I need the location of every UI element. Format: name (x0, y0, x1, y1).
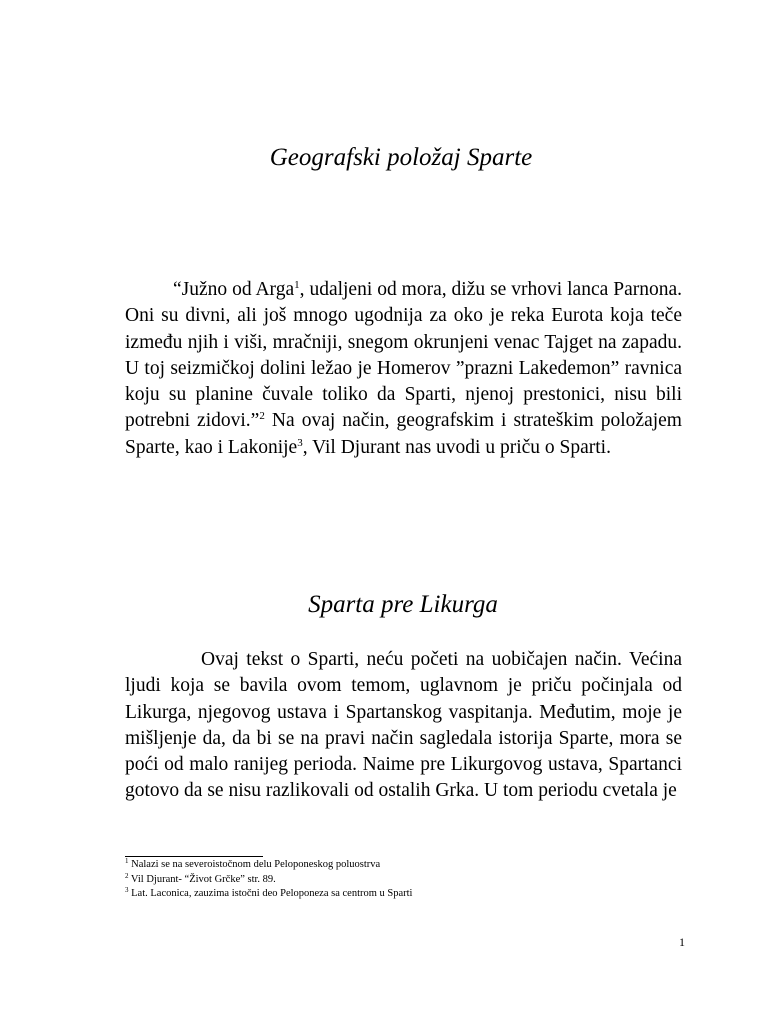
body-paragraph: Ovaj tekst o Sparti, neću početi na uobičajen način. Većina ljudi koja se bavila ovom temom, uglavnom je priču počinjala od Likurga, njegovog ustava i Spartanskog vaspitanja. Međutim, moje je mišljenje da, da bi se na pravi način sagledala istorija Sparte, mora se poći od malo ranijeg perioda. Naime pre Likurgovog ustava, Spartanci gotovo da se nisu razlikovali od ostalih Grka. U tom periodu cvetala je (125, 649, 682, 802)
footnote-ref-2[interactable]: 2 (259, 410, 265, 423)
intro-text-part-3: Na ovaj način, geografskim i strateškim položajem Sparte, kao i Lakonije (125, 410, 682, 458)
footnote-text: Lat. Laconica, zauzima istočni deo Peloponeza sa centrom u Sparti (128, 888, 413, 899)
footnote-text: Vil Djurant- “Život Grčke” str. 89. (128, 873, 276, 885)
footnote-text: Nalazi se na severoistočnom delu Peloponeskog poluostrva (128, 859, 381, 870)
footnote-mark: 2 (125, 871, 129, 880)
footnote-item (125, 858, 685, 873)
intro-text-part-4: , Vil Djurant nas uvodi u priču o Sparti. (302, 436, 611, 458)
footnote-item (125, 873, 685, 888)
page-number: 1 (679, 935, 685, 949)
footnotes-list (125, 858, 685, 902)
intro-text-part-1: “Južno od Arga (173, 279, 295, 300)
page-title: Geografski položaj Sparte (269, 144, 533, 171)
intro-paragraph (125, 277, 682, 461)
footnote-divider (125, 856, 263, 857)
footnote-item (125, 887, 685, 902)
footnote-mark: 1 (125, 857, 129, 865)
footnote-mark: 3 (125, 886, 129, 894)
footnote-ref-3[interactable]: 3 (297, 436, 303, 449)
intro-text-part-2: , udaljeni od mora, dižu se vrhovi lanca Parnona. Oni su divni, ali još mnogo ugodnija za oko je reka Eurota koja teče između njih i viši, mračniji, snegom okrunjeni venac Tajget na zapadu. U toj seizmičkoj dolini ležao je Homerov ”prazni Lakedemon” ravnica koju su planine čuvale toliko da Sparti, njenoj prestonici, nisu bili potrebni zidovi.” (125, 279, 682, 432)
footnote-ref-1[interactable]: 1 (294, 279, 300, 291)
section-title: Sparta pre Likurga (308, 591, 498, 618)
